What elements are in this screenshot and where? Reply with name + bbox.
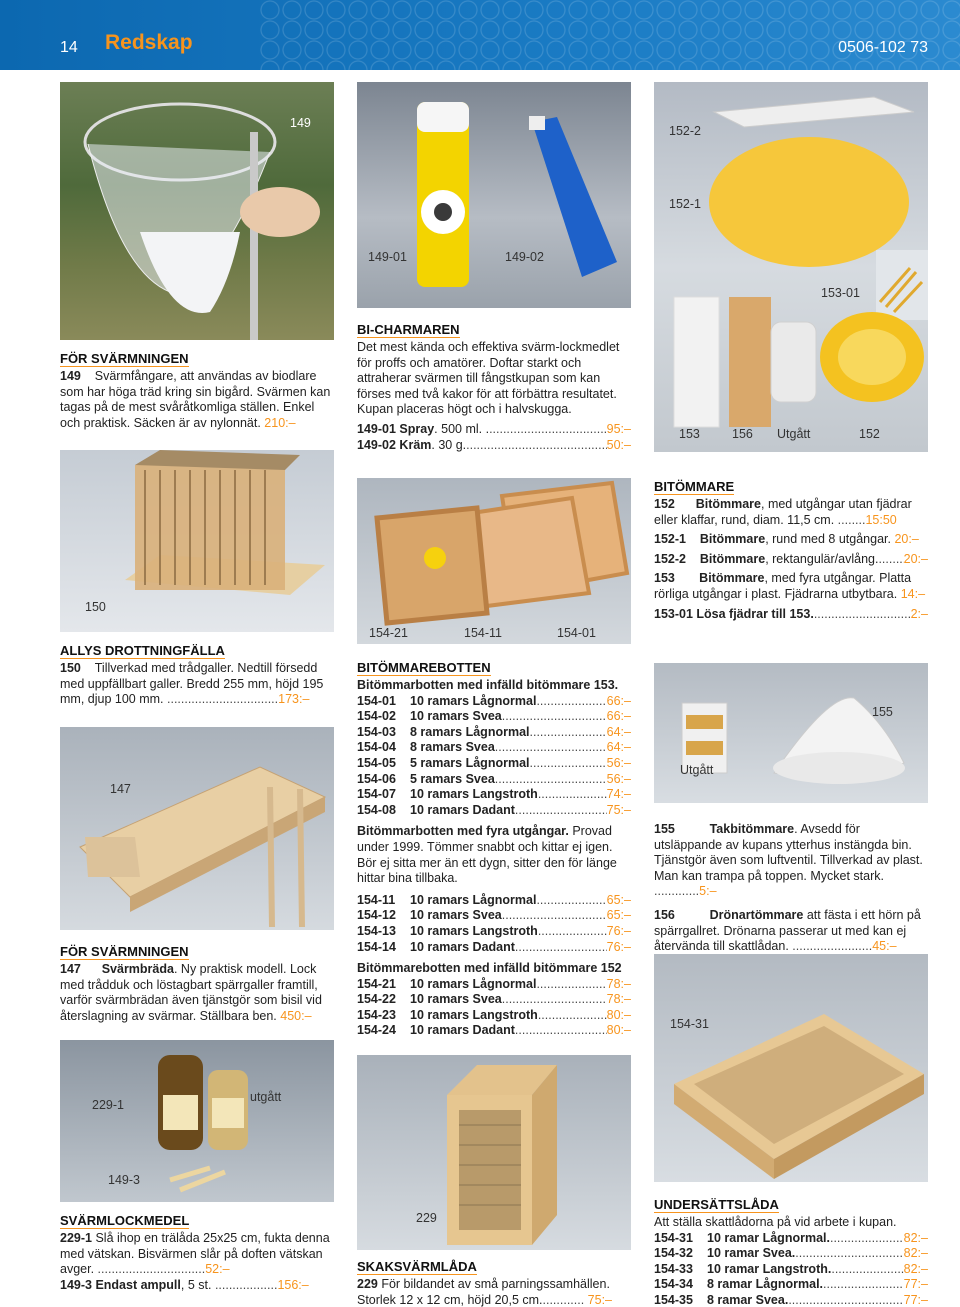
list-item — [357, 1023, 631, 1039]
label-152-2: 152-2 — [669, 124, 701, 138]
section-bitommare: BITÖMMARE 152 Bitömmare, med utgångar utan fjädrar eller klaffar, rund, diam. 11,5 cm. ........15:50 152-1 Bitömmare, rund med 8 utgångar. 20:– 152-2 Bitömmare, rektangulär/avlång. ..... 20:– 153 Bitömmare, med fyra utgångar. Platta rörliga utgångar i plast. Fjädrarna utbytbara. 14:– 153-01 Lösa fjädrar till 153. ..... 2:– — [654, 479, 928, 622]
item-price: 78:– — [606, 976, 631, 991]
item-code: 154-32 — [654, 1246, 693, 1261]
item-name: 10 ramars Svea — [410, 992, 502, 1007]
section-heading: BITÖMMAREBOTTEN — [357, 660, 491, 675]
item-code: 154-11 — [357, 892, 396, 907]
section-allys: ALLYS DROTTNINGFÄLLA 150 Tillverkad med trådgaller. Nedtill försedd med uppfällbart galler. Bredd 255 mm, höjd 195 mm, djup 100 mm. ................................173:– — [60, 643, 324, 707]
item-name: 10 ramars Lågnormal — [410, 976, 537, 991]
label-154-01: 154-01 — [557, 626, 596, 640]
item-code: 154-01 — [357, 693, 396, 708]
photo-lure-bottles — [60, 1040, 334, 1202]
label-156: 156 — [732, 427, 753, 441]
shake-box-illustration — [357, 1055, 631, 1250]
list-item — [357, 893, 631, 909]
item-price: 82:– — [903, 1261, 928, 1276]
item-price: 66:– — [606, 709, 631, 724]
list-item — [357, 803, 631, 819]
section-undersattslada: UNDERSÄTTSLÅDA Att ställa skattlådorna på vid arbete i kupan. 154-31 10 ramar Lågnormal. ..... 82:– 154-32 10 ramar Svea. ..... 82:– 154-33 10 ramar Langstroth. ..... 82:– 154-34 8 ramar Lågnormal. ..... 77:– 154-35 8 ramar Svea. ..... 77:– — [654, 1197, 928, 1307]
item-price: 80:– — [606, 1023, 631, 1038]
label-147: 147 — [110, 782, 131, 796]
item-code: 154-31 — [654, 1230, 693, 1245]
label-149: 149 — [290, 116, 311, 130]
item-code: 154-02 — [357, 709, 396, 724]
item-name: 10 ramar Svea. — [707, 1246, 796, 1261]
item-code: 154-12 — [357, 908, 396, 923]
item-code: 154-33 — [654, 1261, 693, 1276]
item-code: 154-24 — [357, 1023, 396, 1038]
item-code: 154-14 — [357, 939, 396, 954]
item-name: 10 ramars Lågnormal — [410, 892, 537, 907]
list-item — [654, 1246, 928, 1262]
item-name: 5 ramars Svea — [410, 771, 495, 786]
section-takbitommare: 155 Takbitömmare. Avsedd för utsläppande av kupans ytterhus instängda bin. Tjänstgör även som luftventil. Tillverkad av plast. Man kan trampa på toppen. Mycket stark. .............5:– 156 Drönartömmare att fästa i ett hörn på spärrgallret. Drönarna passerar ut med kan ej återvända till skattlådan. .......................45:– — [654, 822, 923, 954]
photo-roof-escape — [654, 663, 928, 803]
item-name: 8 ramar Svea. — [707, 1292, 789, 1307]
list-item — [357, 908, 631, 924]
section-heading: BITÖMMARE — [654, 479, 735, 494]
item-price: 56:– — [606, 755, 631, 770]
label-155: 155 — [872, 705, 893, 719]
list-item — [357, 694, 631, 710]
honeycomb-pattern — [260, 0, 960, 70]
list-item — [654, 1262, 928, 1278]
section-heading: FÖR SVÄRMNINGEN — [60, 944, 189, 959]
item-name: 5 ramars Lågnormal — [410, 755, 530, 770]
section-skaksvarmlada: SKAKSVÄRMLÅDA 229 För bildandet av små parningssamhällen. Storlek 12 x 12 cm, höjd 20,5 cm............. 75:– — [357, 1259, 613, 1307]
item-name: 10 ramars Dadant — [410, 1023, 515, 1038]
item-name: 10 ramars Dadant — [410, 802, 515, 817]
label-154-11: 154-11 — [464, 626, 502, 640]
boards-illustration — [357, 478, 631, 644]
label-utgatt-2: Utgått — [680, 763, 714, 777]
list-item — [654, 1277, 928, 1293]
page-title: Redskap — [105, 31, 193, 54]
photo-bee-escapes — [654, 82, 928, 452]
item-code: 154-08 — [357, 802, 396, 817]
spray-and-tube-illustration — [357, 82, 631, 308]
item-code: 154-07 — [357, 787, 396, 802]
item-name: 8 ramars Svea — [410, 740, 495, 755]
item-price: 78:– — [606, 992, 631, 1007]
list-item — [357, 787, 631, 803]
item-name: 8 ramar Lågnormal. — [707, 1277, 824, 1292]
section-svarmlockmedel: SVÄRMLOCKMEDEL 229-1 Slå ihop en trälåda 25x25 cm, fukta denna med vätskan. Bisvärmen slår på doften vätskan avger. ...............................52:– 149-3 Endast ampull, 5 st. ..................156:– — [60, 1213, 330, 1292]
list-item — [357, 940, 631, 956]
list-item — [357, 992, 631, 1008]
bottles-illustration — [60, 1040, 334, 1202]
label-149-02: 149-02 — [505, 250, 544, 264]
item-code: 154-22 — [357, 992, 396, 1007]
list-item — [357, 924, 631, 940]
page-header — [0, 0, 960, 70]
item-code: 154-23 — [357, 1007, 396, 1022]
section-heading: FÖR SVÄRMNINGEN — [60, 351, 189, 366]
list-item: 149-01 Spray. 500 ml. . ..... 95:– — [357, 422, 631, 438]
list-item — [357, 772, 631, 788]
roof-escape-illustration — [654, 663, 928, 803]
item-name: 8 ramars Lågnormal — [410, 724, 530, 739]
board-illustration — [60, 727, 334, 930]
item-price: 82:– — [903, 1230, 928, 1245]
section-bitommarebotten: BITÖMMAREBOTTEN Bitömmarbotten med infälld bitömmare 153. 154-01 10 ramars Lågnormal ..... 66:– 154-02 10 ramars Svea ..... 66:– 154-03 8 ramars Lågnormal ..... 64:– 154-04 8 ramars Svea ..... 64:– 154-05 5 ramars Lågnormal ..... 56:– 154-06 5 ramars Svea ..... 56:– 154-07 10 ramars Langstroth ..... 74:– 154-08 10 ramars Dadant ..... 75:– Bitömmarbotten med fyra utgångar. Provad under 1999. Tömmer snabbt och kittar ej igen. Bör ej sitta mer än ett dygn, sitter den för länge hittar bina tillbaka. 154-11 10 ramars Lågnormal ..... 65:– 154-12 10 ramars Svea ..... 65:– 154-13 10 ramars Langstroth ..... 76:– 154-14 10 ramars Dadant ..... 76:– Bitömmarebotten med infälld bitömmare 152 154-21 10 ramars Lågnormal ..... 78:– 154-22 10 ramars Svea ..... 78:– 154-23 10 ramars Langstroth ..... 80:– 154-24 10 ramars Dadant ..... 80:– — [357, 660, 631, 1039]
photo-undersattslada — [654, 954, 928, 1182]
item-price: 56:– — [606, 771, 631, 786]
item-code: 154-35 — [654, 1292, 693, 1307]
label-149-3: 149-3 — [108, 1173, 140, 1187]
item-code: 154-04 — [357, 740, 396, 755]
photo-swarm-board — [60, 727, 334, 930]
item-price: 77:– — [903, 1277, 928, 1292]
photo-skaksvarmlada — [357, 1055, 631, 1250]
item-price: 64:– — [606, 724, 631, 739]
section-heading: UNDERSÄTTSLÅDA — [654, 1197, 779, 1212]
box-illustration — [654, 954, 928, 1182]
item-code: 154-34 — [654, 1277, 693, 1292]
item-price: 77:– — [903, 1292, 928, 1307]
label-153-01: 153-01 — [821, 286, 860, 300]
item-price: 76:– — [606, 939, 631, 954]
item-name: 10 ramar Langstroth. — [707, 1261, 832, 1276]
item-price: 80:– — [606, 1007, 631, 1022]
list-item — [654, 1231, 928, 1247]
list-item — [654, 1293, 928, 1307]
label-utgatt: Utgått — [777, 427, 811, 441]
section-heading: BI-CHARMAREN — [357, 322, 460, 337]
photo-bi-charmaren — [357, 82, 631, 308]
section-heading: SKAKSVÄRMLÅDA — [357, 1259, 477, 1274]
item-price: 75:– — [606, 802, 631, 817]
item-name: 10 ramar Lågnormal. — [707, 1230, 830, 1245]
item-price: 65:– — [606, 908, 631, 923]
item-code: 154-21 — [357, 976, 396, 991]
label-229-1: 229-1 — [92, 1098, 124, 1112]
label-153: 153 — [679, 427, 700, 441]
label-154-31: 154-31 — [670, 1017, 709, 1031]
item-price: 76:– — [606, 923, 631, 938]
item-name: 10 ramars Langstroth — [410, 923, 538, 938]
item-code: 154-03 — [357, 724, 396, 739]
section-for-svarmningen: FÖR SVÄRMNINGEN 149 Svärmfångare, att användas av biodlare som har höga träd kring sin bigård. Svärmen kan tagas på de mest svåråtkomliga ställen. Enkel och praktisk. Säcken är av nylonnät. 210:– — [60, 351, 331, 430]
item-name: 10 ramars Lågnormal — [410, 693, 537, 708]
item-code: 154-13 — [357, 923, 396, 938]
section-heading: SVÄRMLOCKMEDEL — [60, 1213, 190, 1228]
phone-number: 0506-102 73 — [838, 39, 928, 56]
item-code: 154-06 — [357, 771, 396, 786]
list-item: 149-02 Kräm. 30 g. ..... 50:– — [357, 438, 631, 454]
label-229: 229 — [416, 1211, 437, 1225]
list-item — [357, 1008, 631, 1024]
photo-escape-boards — [357, 478, 631, 644]
label-150: 150 — [85, 600, 106, 614]
item-price: 82:– — [903, 1246, 928, 1261]
list-item — [357, 725, 631, 741]
page-number: 14 — [60, 39, 78, 56]
list-item — [357, 709, 631, 725]
list-item — [357, 756, 631, 772]
section-svarmbrada: FÖR SVÄRMNINGEN 147 Svärmbräda. Ny praktisk modell. Lock med trådduk och löstagbart spärrgaller framtill, varför svärmbrädan även tjänstgör som bisil vid återslagning av svärmar. Ställbara ben. 450:– — [60, 944, 322, 1023]
item-name: 10 ramars Svea — [410, 908, 502, 923]
label-utgatt-3: utgått — [250, 1090, 282, 1104]
item-code: 154-05 — [357, 755, 396, 770]
photo-queen-trap — [60, 450, 334, 632]
item-price: 64:– — [606, 740, 631, 755]
label-152-1: 152-1 — [669, 197, 701, 211]
item-price: 66:– — [606, 693, 631, 708]
item-price: 74:– — [606, 787, 631, 802]
label-154-21: 154-21 — [369, 626, 408, 640]
item-name: 10 ramars Langstroth — [410, 787, 538, 802]
section-heading: ALLYS DROTTNINGFÄLLA — [60, 643, 225, 658]
list-item — [357, 740, 631, 756]
list-item — [357, 977, 631, 993]
photo-swarm-catcher — [60, 82, 334, 340]
item-name: 10 ramars Dadant — [410, 939, 515, 954]
item-price: 65:– — [606, 892, 631, 907]
label-152: 152 — [859, 427, 880, 441]
item-name: 10 ramars Langstroth — [410, 1007, 538, 1022]
item-name: 10 ramars Svea — [410, 709, 502, 724]
label-149-01: 149-01 — [368, 250, 407, 264]
section-bi-charmaren: BI-CHARMAREN Det mest kända och effektiva svärm-lockmedlet för proffs och amatörer. Doftar starkt och attraherar svärmen till fångstkupan som kan förses med två kakor för att förbättra resultatet. Kupan placeras högt och i halvskugga. 149-01 Spray. 500 ml. . ..... 95:– 149-02 Kräm. 30 g. ..... 50:– — [357, 322, 631, 453]
